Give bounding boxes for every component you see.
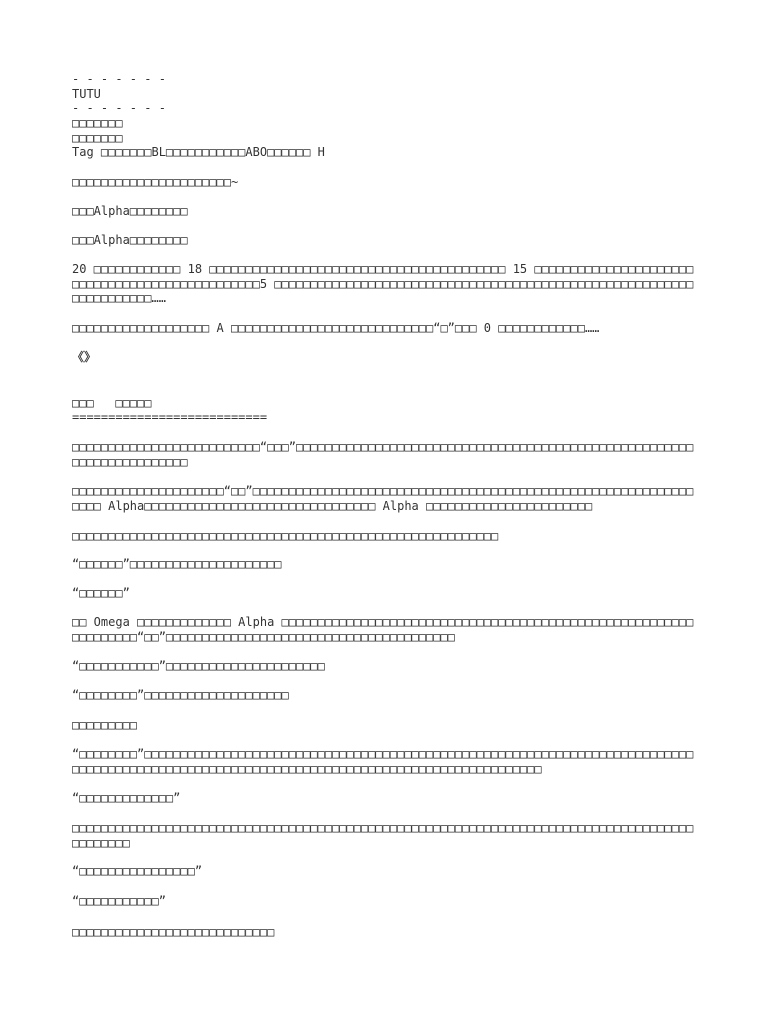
paragraph-12: “□□□□□□□□”□□□□□□□□□□□□□□□□□□□□□□□□□□□□□□□□□□□□□□□□□□□□□□□□□□□□□□□□□□□□□□□□□□□□□□□□□□□□□□□□□□□□□□□□□□□□□□□□□□□□□□□□□□□□□□□□□□□□□□□□□□□□□□□□□□□□□□□□□□□□□ (72, 747, 694, 776)
paragraph-2: □□□□□□□□□□□□□□□□□□□ A □□□□□□□□□□□□□□□□□□□□□□□□□□□□“□”□□□ 0 □□□□□□□□□□□□…… (72, 321, 600, 335)
title-dashes-top: - - - - - - - (72, 72, 166, 86)
paragraph-11: □□□□□□□□□ (72, 718, 138, 732)
paragraph-3: □□□□□□□□□□□□□□□□□□□□□□□□□□“□□□”□□□□□□□□□□□□□□□□□□□□□□□□□□□□□□□□□□□□□□□□□□□□□□□□□□□□□□□□□□□□□□□□□□□□□□□ (72, 440, 694, 469)
meta-line-2: □□□□□□□ (72, 131, 123, 145)
paragraph-6: “□□□□□□”□□□□□□□□□□□□□□□□□□□□□ (72, 557, 282, 571)
intro-line: □□□□□□□□□□□□□□□□□□□□□□~ (72, 175, 239, 189)
tag-line: Tag □□□□□□□BL□□□□□□□□□□□ABO□□□□□□ H (72, 145, 325, 159)
paragraph-13: “□□□□□□□□□□□□□” (72, 791, 181, 805)
paragraph-17: □□□□□□□□□□□□□□□□□□□□□□□□□□□□ (72, 925, 275, 939)
title-dashes-bottom: - - - - - - - (72, 101, 166, 115)
bracket-marker: 《》 (72, 350, 97, 364)
paragraph-1: 20 □□□□□□□□□□□□ 18 □□□□□□□□□□□□□□□□□□□□□□□□□□□□□□□□□□□□□□□□□ 15 □□□□□□□□□□□□□□□□□□□□□□□□□□□□□□□□□□□□□□□□□□□□□□□□5 □□□□□□□□□□□□□□□□□□□□□□□□□□□□□□□□□□□□□□□□□□□□□□□□□□□□□□□□□□□□□□□□□□□□□…… (72, 262, 694, 305)
section-rule: =========================== (72, 410, 268, 424)
paragraph-4: □□□□□□□□□□□□□□□□□□□□□“□□”□□□□□□□□□□□□□□□□□□□□□□□□□□□□□□□□□□□□□□□□□□□□□□□□□□□□□□□□□□□□□□□□□ Alpha□□□□□□□□□□□□□□□□□□□□□□□□□□□□□□□□ Alpha □□□□□□□□□□□□□□□□□□□□□□□ (72, 484, 694, 513)
section-heading: □□□ □□□□□ (72, 396, 152, 410)
paragraph-14: □□□□□□□□□□□□□□□□□□□□□□□□□□□□□□□□□□□□□□□□□□□□□□□□□□□□□□□□□□□□□□□□□□□□□□□□□□□□□□□□□□□□□□□□□□□□□□ (72, 821, 694, 850)
paragraph-16: “□□□□□□□□□□□” (72, 894, 166, 908)
paragraph-5: □□□□□□□□□□□□□□□□□□□□□□□□□□□□□□□□□□□□□□□□□□□□□□□□□□□□□□□□□□□ (72, 529, 499, 543)
paragraph-9: “□□□□□□□□□□□”□□□□□□□□□□□□□□□□□□□□□□ (72, 659, 325, 673)
paragraph-8: □□ Omega □□□□□□□□□□□□□ Alpha □□□□□□□□□□□□□□□□□□□□□□□□□□□□□□□□□□□□□□□□□□□□□□□□□□□□□□□□□□□□□□□□□□“□□”□□□□□□□□□□□□□□□□□□□□□□□□□□□□□□□□□□□□□□□□ (72, 615, 694, 644)
document-title: TUTU (72, 87, 101, 101)
meta-line-1: □□□□□□□ (72, 116, 123, 130)
paragraph-10: “□□□□□□□□”□□□□□□□□□□□□□□□□□□□□ (72, 688, 289, 702)
paragraph-15: “□□□□□□□□□□□□□□□□” (72, 864, 203, 878)
alpha-line-1: □□□Alpha□□□□□□□□ (72, 204, 188, 218)
alpha-line-2: □□□Alpha□□□□□□□□ (72, 233, 188, 247)
paragraph-7: “□□□□□□” (72, 586, 130, 600)
